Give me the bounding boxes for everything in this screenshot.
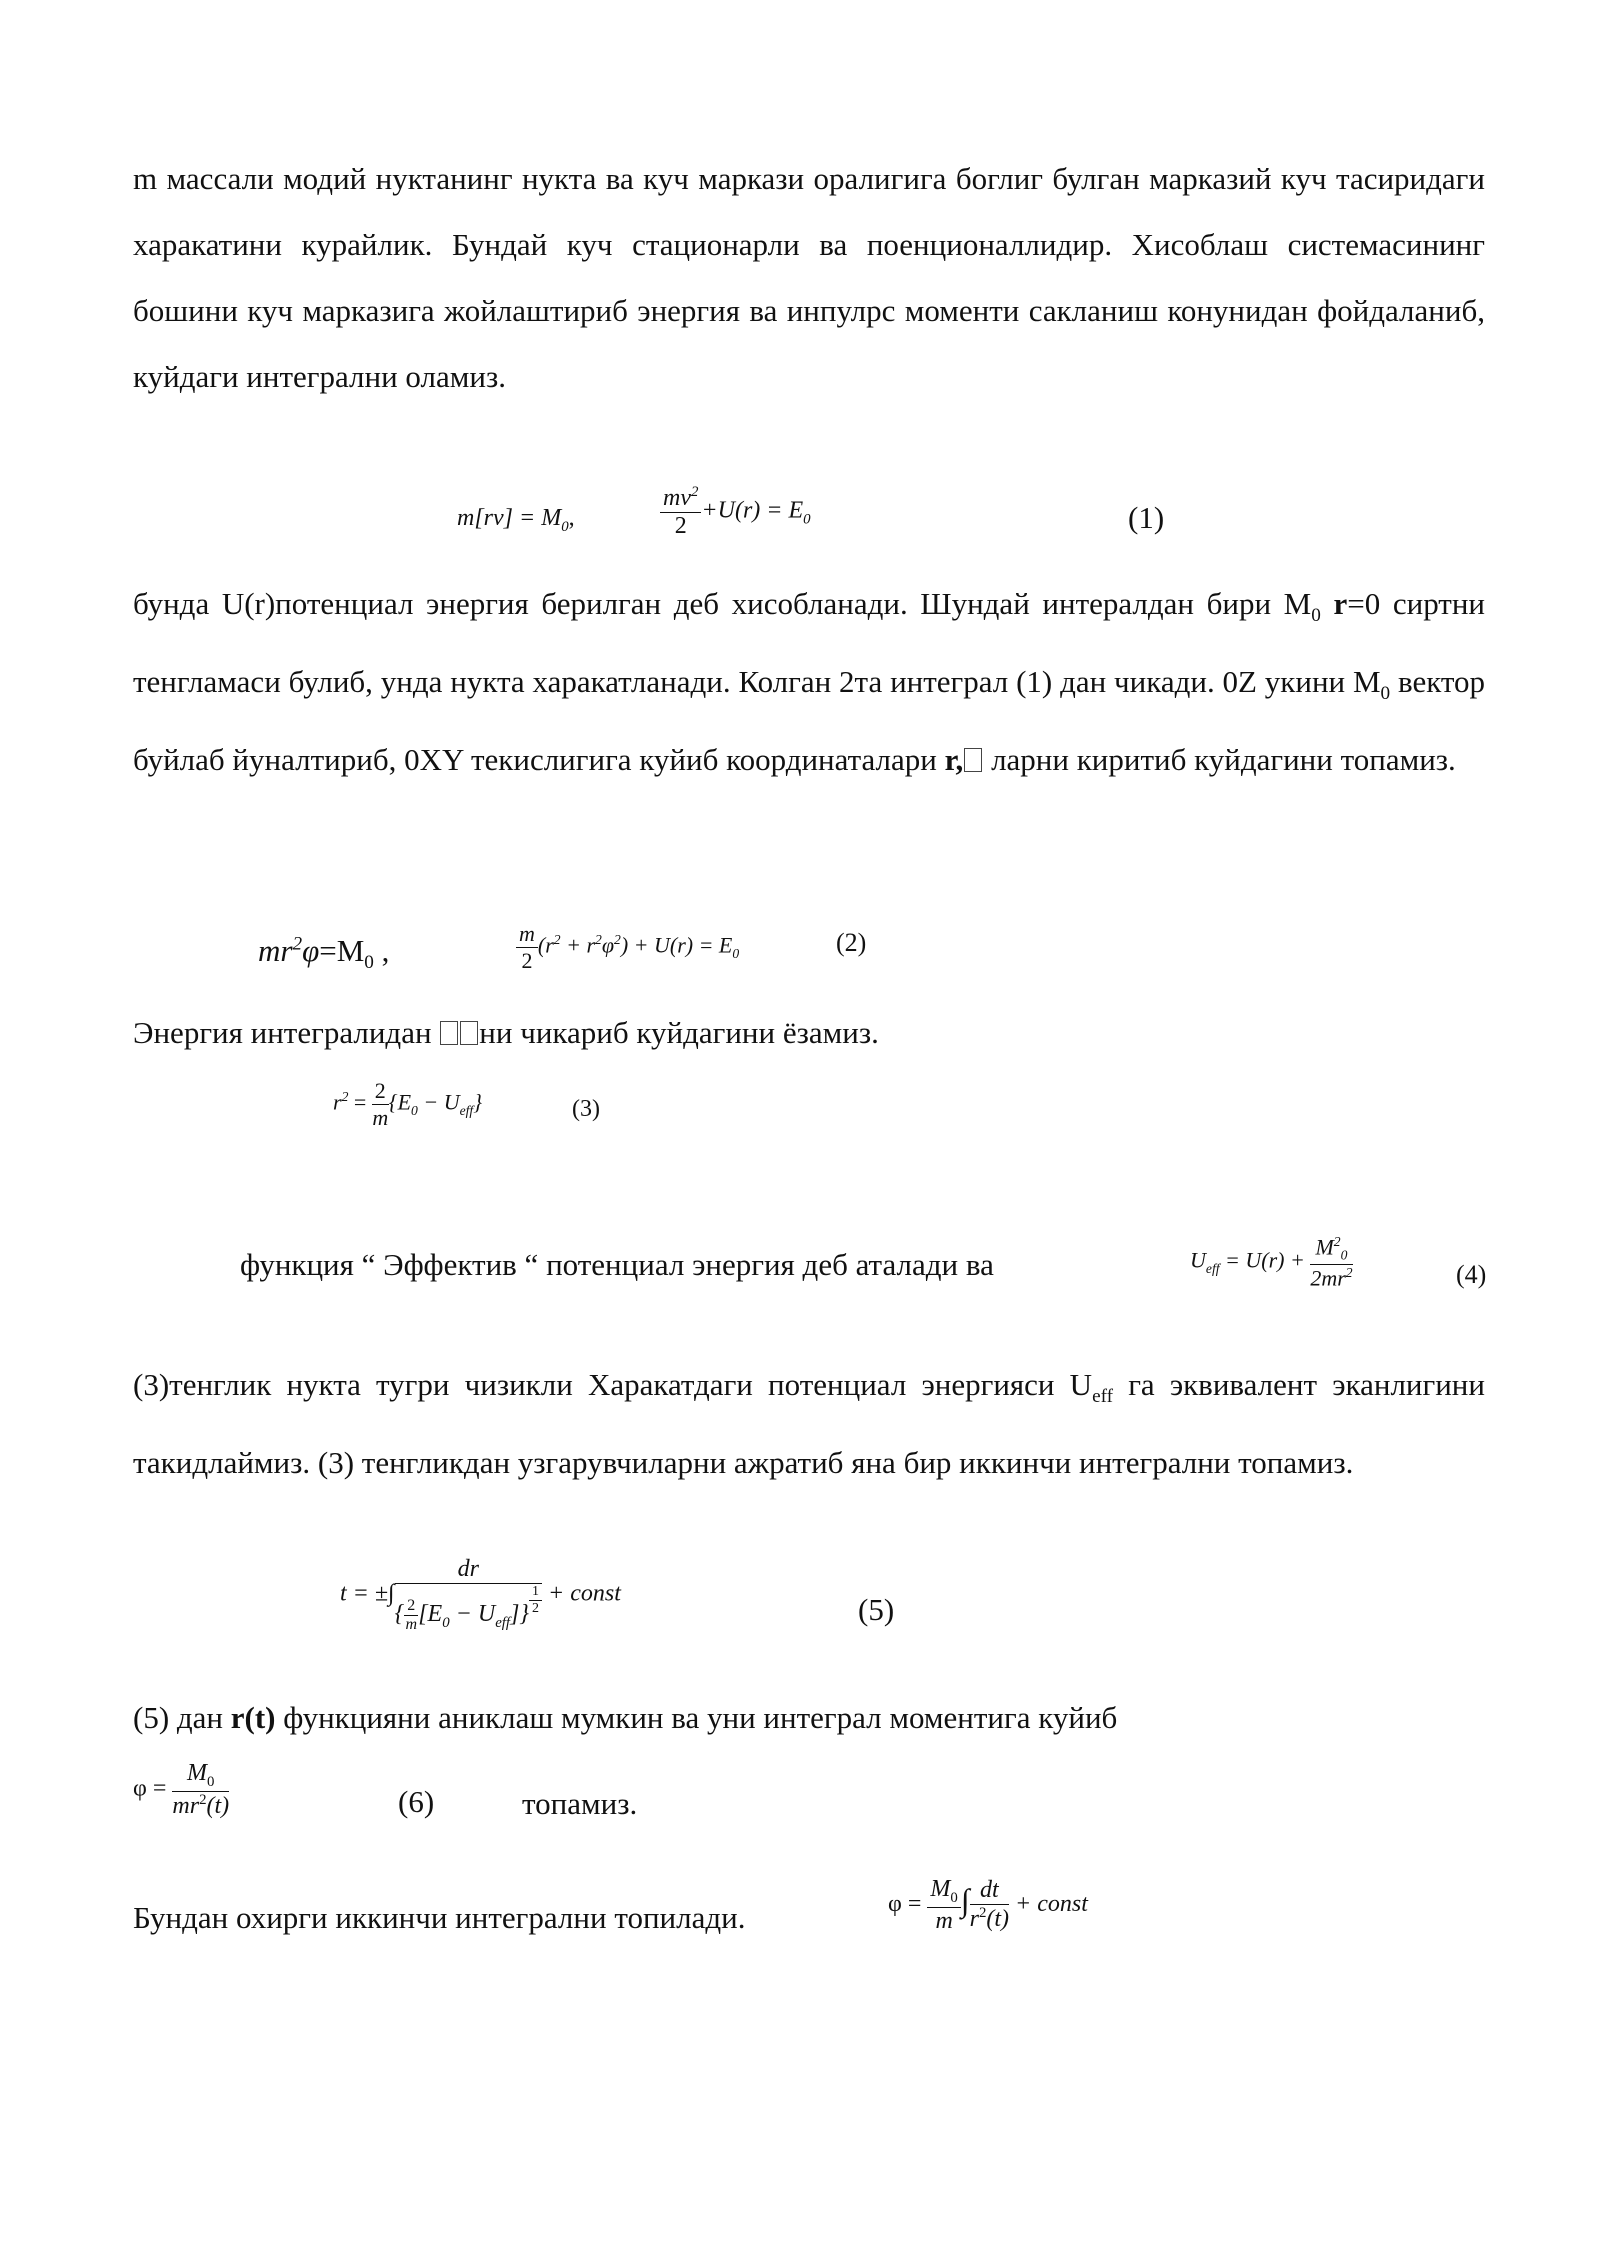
para2-a: бунда U(r)потенциал энергия берилган деб хисобланади. Шундай интералдан бири M <box>133 586 1312 621</box>
equation-1-number: (1) <box>1128 500 1165 535</box>
eq1-sep: , <box>568 505 575 531</box>
eq2-phi: φ <box>302 933 320 968</box>
equation-2-right <box>516 921 739 974</box>
eq1-fraction <box>660 484 701 540</box>
eq2-phi2-sup: 2 <box>614 932 621 948</box>
equation-3 <box>333 1078 482 1131</box>
eq6-num-sub: 0 <box>207 1773 215 1790</box>
para7-text: Бундан охирги иккинчи интегрални топилади. <box>133 1900 746 1935</box>
paragraph-intro-text: m массали модий нуктанинг нукта ва куч маркази оралигига боглиг булган марказий куч тасиридаги харакатини курайлик. Бундай куч стационарли ва поенционаллидир. Хисоблаш системасининг бошини куч марказига жойлаштириб энергия ва инпулрс моменти сакланиш конунидан фойдаланиб, куйдаги интегрални оламиз. <box>133 161 1485 394</box>
eq3-num: 2 <box>372 1078 389 1105</box>
eq7-lhs: φ = <box>888 1890 928 1917</box>
paragraph-3 <box>133 1000 1485 1066</box>
eq6-den-sup: 2 <box>199 1791 207 1808</box>
eq3-eq: = <box>348 1089 372 1115</box>
eq2-eq: =M <box>319 933 365 968</box>
eq7-num <box>927 1876 960 1908</box>
eq6-den <box>172 1792 229 1820</box>
eq6-lhs: φ = <box>133 1775 173 1802</box>
para3-b: ни чикариб куйдагини ёзамиз. <box>479 1015 879 1050</box>
eq4-eq: = U(r) + <box>1219 1247 1311 1273</box>
paragraph-4 <box>240 1232 1200 1298</box>
para5-a: (3)тенглик нукта тугри чизикли Харакатдаги потенциал энергияси U <box>133 1367 1093 1402</box>
paragraph-7 <box>133 1885 893 1951</box>
eq4-fraction <box>1310 1234 1352 1291</box>
eq5-exp-num: 1 <box>529 1584 542 1601</box>
eq4-den <box>1310 1265 1352 1291</box>
eq6-den-text: mr <box>172 1792 200 1819</box>
eq3-minus: − U <box>417 1089 460 1115</box>
paragraph-6 <box>133 1685 1485 1751</box>
equation-3-number: (3) <box>572 1096 600 1122</box>
missing-glyph-box <box>964 748 982 772</box>
eq6-den-t: (t) <box>206 1792 230 1819</box>
equation-2-number: (2) <box>836 928 867 957</box>
equation-4-number: (4) <box>1456 1260 1487 1289</box>
eq1-left-text: m[rv] = M <box>457 505 562 531</box>
eq7-den2-text: r <box>969 1906 979 1933</box>
eq2-plus-sup: 2 <box>595 932 602 948</box>
eq4-num-sup: 2 <box>1333 1234 1341 1249</box>
eq2-body-sup: 2 <box>553 932 561 948</box>
eq3-lhs-sup: 2 <box>341 1089 349 1105</box>
eq5-fraction <box>395 1556 542 1634</box>
eq1-num-sup: 2 <box>690 484 699 500</box>
para2-c: =0 сиртни тенгламаси булиб, унда нукта харакатланади. Колган 2та интеграл (1) дан чикади. 0Z укини M <box>133 586 1486 700</box>
eq5-den-b: [E <box>418 1601 443 1627</box>
para2-bold-r: r <box>1333 586 1348 621</box>
equation-6 <box>133 1760 229 1820</box>
eq7-den2 <box>970 1905 1009 1933</box>
paragraph-5 <box>133 1352 1485 1496</box>
eq3-den: m <box>372 1105 389 1130</box>
eq7-num-sub: 0 <box>950 1889 958 1906</box>
eq1-right-sub: 0 <box>803 511 811 528</box>
eq5-den <box>395 1584 542 1634</box>
equation-5-number: (5) <box>858 1592 895 1627</box>
equation-1-right <box>660 484 811 540</box>
eq2-comma: , <box>373 933 390 968</box>
eq2-rest: ) + U(r) = E <box>620 932 733 958</box>
equation-1-left <box>457 505 575 536</box>
eq2-left-sup: 2 <box>292 933 303 955</box>
para2-f: ларни киритиб куйдагини топамиз. <box>983 742 1456 778</box>
eq7-const: + const <box>1015 1890 1088 1917</box>
paragraph-2 <box>133 571 1485 793</box>
eq2-plus: + r <box>560 932 596 958</box>
para2-bold-r2: r, <box>944 742 964 778</box>
equation-5 <box>340 1556 621 1634</box>
eq7-num-text: M <box>930 1876 951 1902</box>
eq2-left-text: mr <box>258 933 293 968</box>
eq5-inner-fraction <box>404 1597 418 1634</box>
para5-a-sub: eff <box>1092 1386 1114 1408</box>
eq2-phi2: φ <box>601 932 614 958</box>
equation-6-tail: топамиз. <box>522 1786 638 1821</box>
eq1-num-text: mv <box>663 485 691 511</box>
eq4-den-text: 2mr <box>1310 1265 1346 1291</box>
eq4-num-sub: 0 <box>1340 1247 1348 1263</box>
eq5-den-c: − U <box>449 1601 496 1627</box>
eq2-eq-sub: 0 <box>364 952 374 974</box>
para6-bold-rt: r(t) <box>230 1700 276 1735</box>
missing-glyph-box <box>440 1021 458 1045</box>
para2-c-sub: 0 <box>1380 683 1391 705</box>
eq4-num <box>1310 1234 1352 1265</box>
eq3-lhs: r <box>333 1089 342 1115</box>
eq4-num-text: M <box>1315 1234 1334 1260</box>
para6-c: функцияни аниклаш мумкин ва уни интеграл моментига куйиб <box>275 1700 1118 1735</box>
eq5-const: + const <box>548 1580 621 1607</box>
para2-d: вектор буйлаб йуналтириб, 0XY текислигига куйиб координаталари <box>133 664 1485 778</box>
eq5-inner-num: 2 <box>404 1597 418 1616</box>
para5-b: га эквивалент эканлигини такидлаймиз. (3) тенгликдан узгарувчиларни ажратиб яна бир иккинчи интегрални топамиз. <box>133 1367 1485 1481</box>
eq7-num2: dt <box>970 1877 1009 1905</box>
eq5-exp-den: 2 <box>532 1601 539 1616</box>
eq5-inner-den: m <box>405 1615 417 1633</box>
equation-6-number: (6) <box>398 1784 435 1819</box>
eq3-body: {E <box>388 1089 412 1115</box>
eq5-den-a: { <box>394 1601 405 1627</box>
eq2-num: m <box>516 921 538 948</box>
eq7-fraction <box>927 1876 960 1935</box>
eq3-fraction <box>372 1078 389 1131</box>
eq5-exp-fraction <box>529 1584 542 1617</box>
eq7-den2-t: (t) <box>986 1906 1010 1933</box>
eq2-den: 2 <box>521 948 533 973</box>
eq4-lhs: U <box>1190 1247 1206 1273</box>
eq1-num <box>660 484 701 513</box>
eq6-fraction <box>172 1760 229 1820</box>
eq4-den-sup: 2 <box>1345 1264 1353 1280</box>
eq3-body-sub: 0 <box>411 1102 418 1118</box>
eq3-close: } <box>473 1089 483 1115</box>
eq7-den: m <box>935 1907 953 1934</box>
eq6-num-text: M <box>187 1760 208 1786</box>
eq5-lhs: t = ±∫ <box>340 1580 395 1607</box>
eq2-body: (r <box>537 932 554 958</box>
eq7-fraction-2 <box>970 1877 1009 1933</box>
equation-2-left <box>258 933 389 974</box>
missing-glyph-box <box>460 1021 478 1045</box>
eq2-rest-sub: 0 <box>732 945 740 961</box>
para3-a: Энергия интегралидан <box>133 1015 440 1050</box>
eq1-den: 2 <box>674 513 687 539</box>
para2-a-sub: 0 <box>1311 605 1321 627</box>
para4-text: функция “ Эффектив “ потенциал энергия деб аталади ва <box>240 1247 994 1282</box>
eq5-den-sub2: eff <box>495 1614 511 1631</box>
para6-a: (5) дан <box>133 1700 231 1735</box>
eq5-num: dr <box>395 1556 542 1584</box>
eq4-lhs-sub: eff <box>1205 1260 1220 1276</box>
eq2-fraction <box>516 921 538 974</box>
eq6-num <box>172 1760 229 1792</box>
eq7-den2-sup: 2 <box>978 1905 987 1922</box>
eq1-right-text: +U(r) = E <box>701 497 804 524</box>
eq5-den-d: ]} <box>510 1601 529 1627</box>
eq3-minus-sub: eff <box>459 1102 474 1118</box>
eq7-integral: ∫ <box>960 1881 970 1918</box>
paragraph-intro <box>133 146 1485 410</box>
equation-7 <box>888 1876 1088 1935</box>
eq5-den-sub: 0 <box>442 1614 450 1631</box>
eq1-left-sub: 0 <box>561 518 569 535</box>
equation-4 <box>1190 1234 1353 1291</box>
